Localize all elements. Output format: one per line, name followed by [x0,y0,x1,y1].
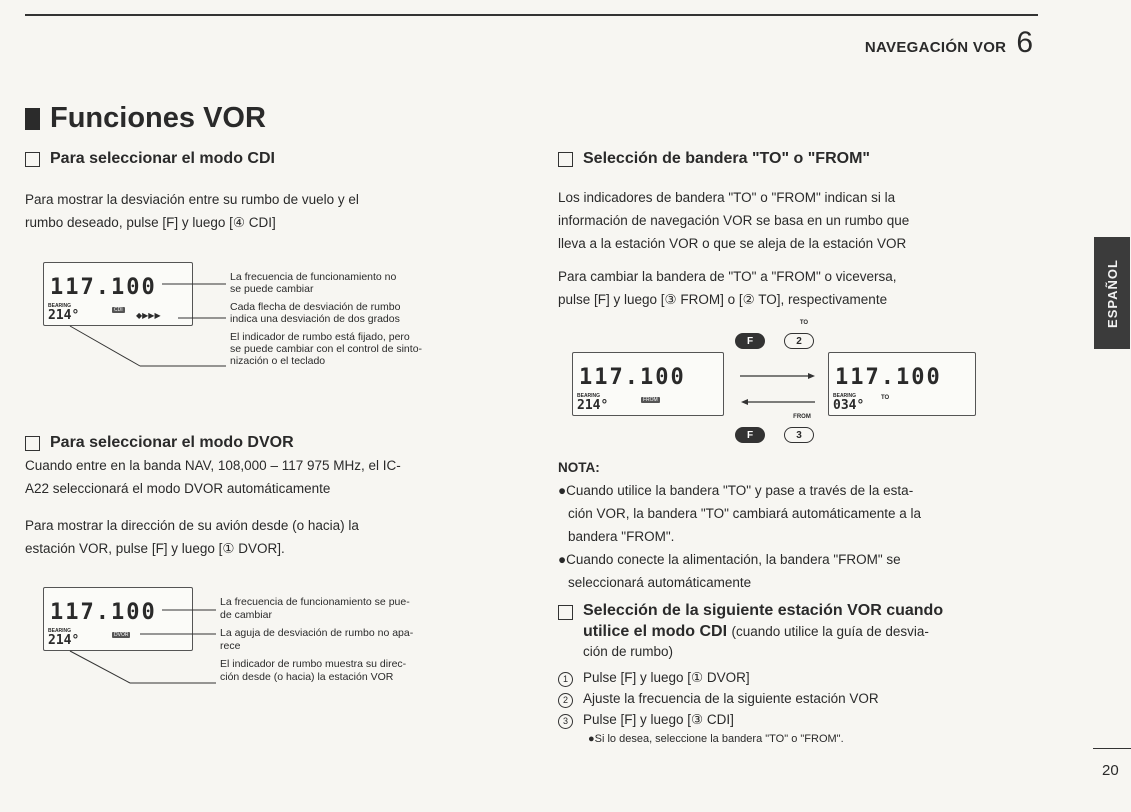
page-number-rule [1093,748,1131,749]
cdi-annotations [230,271,530,367]
dvor-note-2b: rece [220,640,241,652]
callout-line [70,651,130,683]
page-number: 20 [1102,762,1119,779]
checkbox-icon [25,152,40,167]
dvor-paragraph-1 [25,454,535,500]
next-title-line-2: utilice el modo CDI [583,623,728,640]
nota-bullet-1b: ción VOR, la bandera "TO" cambiará automáticamente a la [568,506,922,521]
callout-line [70,326,140,366]
cdi-section-heading [25,150,275,168]
flag-right-to-label: TO [881,395,890,401]
dvor-note-1a: La frecuencia de funcionamiento se pue- [220,596,410,608]
arrow-right-head-icon [808,373,815,379]
main-heading [25,102,266,135]
cdi-line-1: Para mostrar la desviación entre su rumbo de vuelo y el [25,192,359,207]
cdi-paragraph [25,188,525,234]
dvor-note-2a: La aguja de desviación de rumbo no apa- [220,627,414,639]
arrow-left-head-icon [741,399,748,405]
chapter-title: NAVEGACIÓN VOR [864,39,1007,56]
cdi-line-2: rumbo deseado, pulse [F] y luego [④ CDI] [25,215,276,230]
flag-line-4: Para cambiar la bandera de "TO" a "FROM" o viceversa, [558,269,897,284]
dvor-line-3: Para mostrar la dirección de su avión desde (o hacia) la [25,518,359,533]
dvor-lcd-display [43,587,193,651]
key-2: 2 [784,333,814,349]
dvor-line-2: A22 seleccionará el modo DVOR automáticamente [25,481,331,496]
chapter-header [865,26,1033,60]
flag-line-3: lleva a la estación VOR o que se aleja de la estación VOR [558,236,907,251]
checkbox-icon [558,605,573,620]
key-3: 3 [784,427,814,443]
cdi-note-3b: se puede cambiar con el control de sinto- [230,343,423,355]
key-2-label: TO [799,320,809,326]
flag-line-5: pulse [F] y luego [③ FROM] o [② TO], respectivamente [558,292,888,307]
flag-line-2: información de navegación VOR se basa en un rumbo que [558,213,910,228]
flag-right-frequency: 117.100 [835,365,942,390]
nota-bullet-1c: bandera "FROM". [568,529,675,544]
cdi-lcd-bearing-value: 214° [48,308,80,323]
step-1 [558,667,1068,688]
flag-left-bearing-label: BEARING [577,393,601,399]
cdi-note-1b: se puede cambiar [230,283,314,295]
dvor-line-1: Cuando entre en la banda NAV, 108,000 – 117 975 MHz, el IC- [25,458,401,473]
cdi-lcd-display [43,262,193,326]
step-2-text: Ajuste la frecuencia de la siguiente estación VOR [583,691,879,706]
dvor-note-3b: ción desde (o hacia) la estación VOR [220,671,394,683]
flag-left-chip: FROM [643,397,658,403]
step-sub-note: ●Si lo desea, seleccione la bandera "TO" o "FROM". [588,733,844,745]
cdi-title: Para seleccionar el modo CDI [50,150,275,167]
cdi-note-3a: El indicador de rumbo está fijado, pero [230,331,410,343]
cdi-lcd-mode-chip: CDI [114,307,123,313]
dvor-lcd-bearing-label: BEARING [48,628,72,634]
flag-right-bearing-value: 034° [833,398,865,413]
nota-title: NOTA: [558,460,600,475]
nota-bullet-2b: seleccionará automáticamente [568,575,752,590]
dvor-title: Para seleccionar el modo DVOR [50,434,294,451]
flag-paragraph-2 [558,265,1058,311]
flag-left-bearing-value: 214° [577,398,609,413]
chapter-number: 6 [1016,26,1033,59]
next-title-line-3: ción de rumbo) [583,644,674,659]
key-3-label: FROM [793,414,811,420]
language-tab [1094,237,1130,349]
cdi-note-2b: indica una desviación de dos grados [230,313,400,325]
next-steps [558,667,1068,748]
flag-lcd-left [572,352,724,416]
top-rule [25,14,1038,16]
checkbox-icon [25,436,40,451]
next-title-line-1: Selección de la siguiente estación VOR cuando [583,602,944,619]
language-tab-label: ESPAÑOL [1104,258,1120,328]
cdi-note-1a: La frecuencia de funcionamiento no [230,271,397,283]
flag-arrows [0,0,1,1]
dvor-lcd-frequency: 117.100 [50,600,157,625]
step-1-text: Pulse [F] y luego [① DVOR] [583,670,750,685]
dvor-lcd-bearing-value: 214° [48,633,80,648]
step-3 [558,709,1068,730]
cdi-deviation-arrows: ◆▶▶▶ [136,311,161,320]
flag-left-frequency: 117.100 [579,365,686,390]
nota-block [558,456,1068,594]
nota-bullet-1a: ●Cuando utilice la bandera "TO" y pase a través de la esta- [558,483,914,498]
step-2-number: 2 [558,693,573,708]
heading-square-icon [25,108,40,130]
flag-lcd-right [828,352,976,416]
cdi-lcd-frequency: 117.100 [50,275,157,300]
flag-right-bearing-label: BEARING [833,393,857,399]
dvor-section-heading [25,434,294,452]
next-section-heading [558,602,943,659]
next-title-line-2-rest: (cuando utilice la guía de desvia- [731,624,929,639]
key-f-bottom: F [735,427,765,443]
key-f-top: F [735,333,765,349]
dvor-lcd-mode-chip: DVOR [114,632,129,638]
step-2 [558,688,1068,709]
step-1-number: 1 [558,672,573,687]
flag-section-heading [558,150,870,168]
cdi-note-2a: Cada flecha de desviación de rumbo [230,301,401,313]
step-3-text: Pulse [F] y luego [③ CDI] [583,712,734,727]
nota-bullet-2a: ●Cuando conecte la alimentación, la bandera "FROM" se [558,552,901,567]
flag-paragraph-1 [558,186,1058,255]
dvor-note-3a: El indicador de rumbo muestra su direc- [220,658,407,670]
step-3-number: 3 [558,714,573,729]
dvor-paragraph-2 [25,514,535,560]
flag-line-1: Los indicadores de bandera "TO" o "FROM" indican si la [558,190,896,205]
dvor-line-4: estación VOR, pulse [F] y luego [① DVOR]. [25,541,285,556]
flag-title: Selección de bandera "TO" o "FROM" [583,150,870,167]
page-title: Funciones VOR [50,102,266,134]
checkbox-icon [558,152,573,167]
cdi-lcd-bearing-label: BEARING [48,303,72,309]
dvor-annotations [220,596,520,684]
cdi-note-3c: nización o el teclado [230,355,326,367]
dvor-note-1b: de cambiar [220,609,272,621]
